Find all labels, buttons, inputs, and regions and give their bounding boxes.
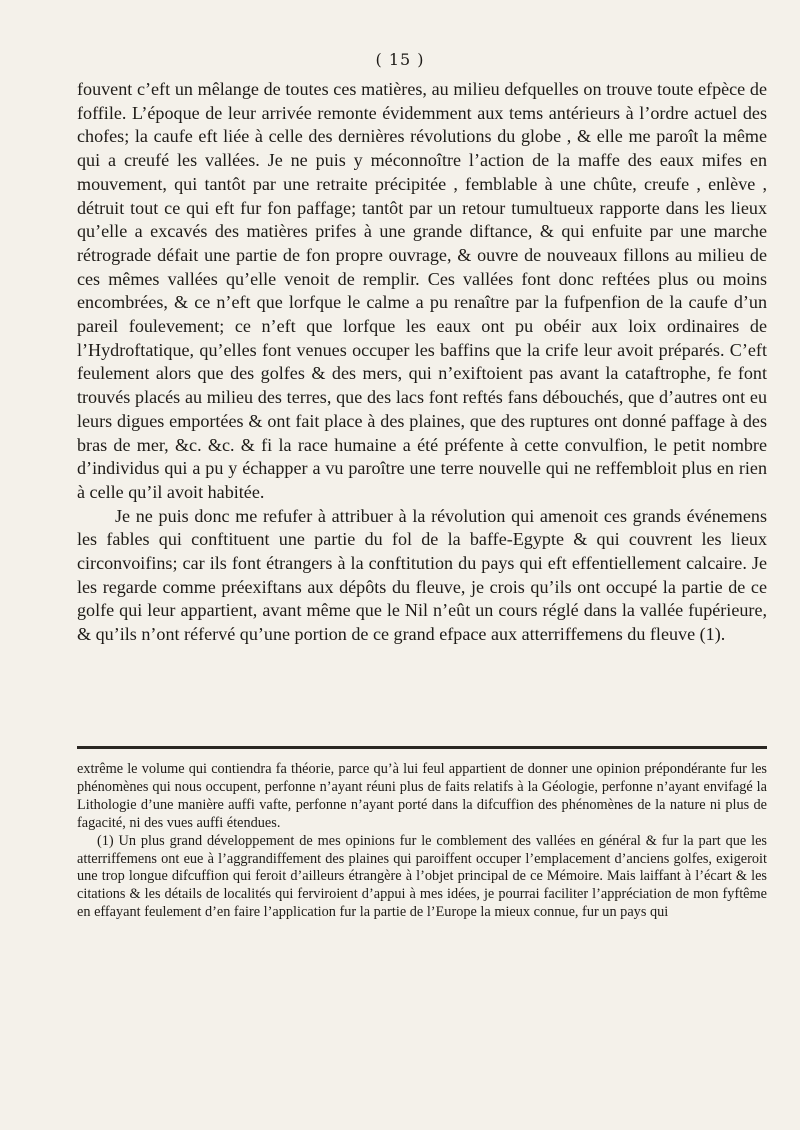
main-text <box>77 78 767 647</box>
main-paragraph-2: Je ne puis donc me refufer à attribuer à la révolution qui amenoit ces grands événemens les fables qui conftituent une partie du fol de la baffe-Egypte & qui couvrent les lieux circonvoifins; car ils font étrangers à la conftitution du pays qui eft effentiellement calcaire. Je les regarde comme préexiftans aux dépôts du fleuve, je crois qu’ils ont occupé la partie de ce golfe qui leur appartient, avant même que le Nil n’eût un cours réglé dans la vallée fupérieure, & qu’ils n’ont réfervé qu’une portion de ce grand efpace aux atterriffemens du fleuve (1). <box>77 505 767 645</box>
main-paragraph-1: fouvent c’eft un mêlange de toutes ces matières, au milieu defquelles on trouve toute efpèce de foffile. L’époque de leur arrivée remonte évidemment aux tems antérieurs à l’ordre actuel des chofes; la caufe eft liée à celle des dernières révolutions du globe , & elle me paroît la même qui a creufé les vallées. Je ne puis y méconnoître l’action de la maffe des eaux mifes en mouvement, qui tantôt par une retraite précipitée , femblable à une chûte, creufe , enlève , détruit tout ce qui eft fur fon paffage; tantôt par un retour tumultueux rapporte dans les lieux qu’elle a excavés des matières prifes à une grande diftance, & qui enfuite par une marche rétrograde défait une partie de fon propre ouvrage, & ouvre de nouveaux fillons au milieu de ces mêmes vallées qu’elle venoit de remplir. Ces vallées font donc reftées plus ou moins encombrées, & ce n’eft que lorfque le calme a pu renaître par la fufpenfion de la caufe d’un pareil foulevement; ce n’eft que lorfque les eaux ont pu obéir aux loix ordinaires de l’Hydroftatique, qu’elles font venues occuper les baffins que la crife leur avoit préparés. C’eft feulement alors que des golfes & des mers, qui n’exiftoient pas avant la cataftrophe, fe font trouvés placés au milieu des terres, que des lacs font reftés fans débouchés, que d’autres ont eu leurs digues emportées & ont fait place à des plaines, que des ruptures ont donné paffage à des bras de mer, &c. &c. & fi la race humaine a été préfente à cette convulfion, le petit nombre d’individus qui a pu y échapper a vu paroître une terre nouvelle qui ne reffembloit plus en rien à celle qu’il avoit habitée. <box>77 79 767 502</box>
footnote-continuation: extrême le volume qui contiendra fa théorie, parce qu’à lui feul appartient de donner une opinion prépondérante fur les phénomènes qui nous occupent, perfonne n’ayant réuni plus de faits relatifs à la Géologie, perfonne n’ayant envifagé la Lithologie d’une manière auffi vafte, perfonne n’ayant porté dans la difcuffion des phénomènes de la nature ni plus de fagacité, ni des vues auffi étendues. <box>77 761 767 831</box>
footnote-1: (1) Un plus grand développement de mes opinions fur le comblement des vallées en général & fur la part que les atterriffemens ont eue à l’aggrandiffement des plaines qui paroiffent occuper l’emplacement d’anciens golfes, exigeroit une trop longue difcuffion qui feroit d’ailleurs étrangère à l’objet principal de ce Mémoire. Mais laiffant à l’écart & les citations & les détails de localités qui ferviroient d’appui à mes idées, je pourrai faciliter l’appréciation de mon fyftême en effayant feulement d’en faire l’application fur la partie de l’Europe la mieux connue, fur un pays qui <box>77 832 767 921</box>
footnote-separator-rule <box>77 746 767 749</box>
footnotes <box>77 761 767 922</box>
page-number: ( 15 ) <box>375 50 425 69</box>
